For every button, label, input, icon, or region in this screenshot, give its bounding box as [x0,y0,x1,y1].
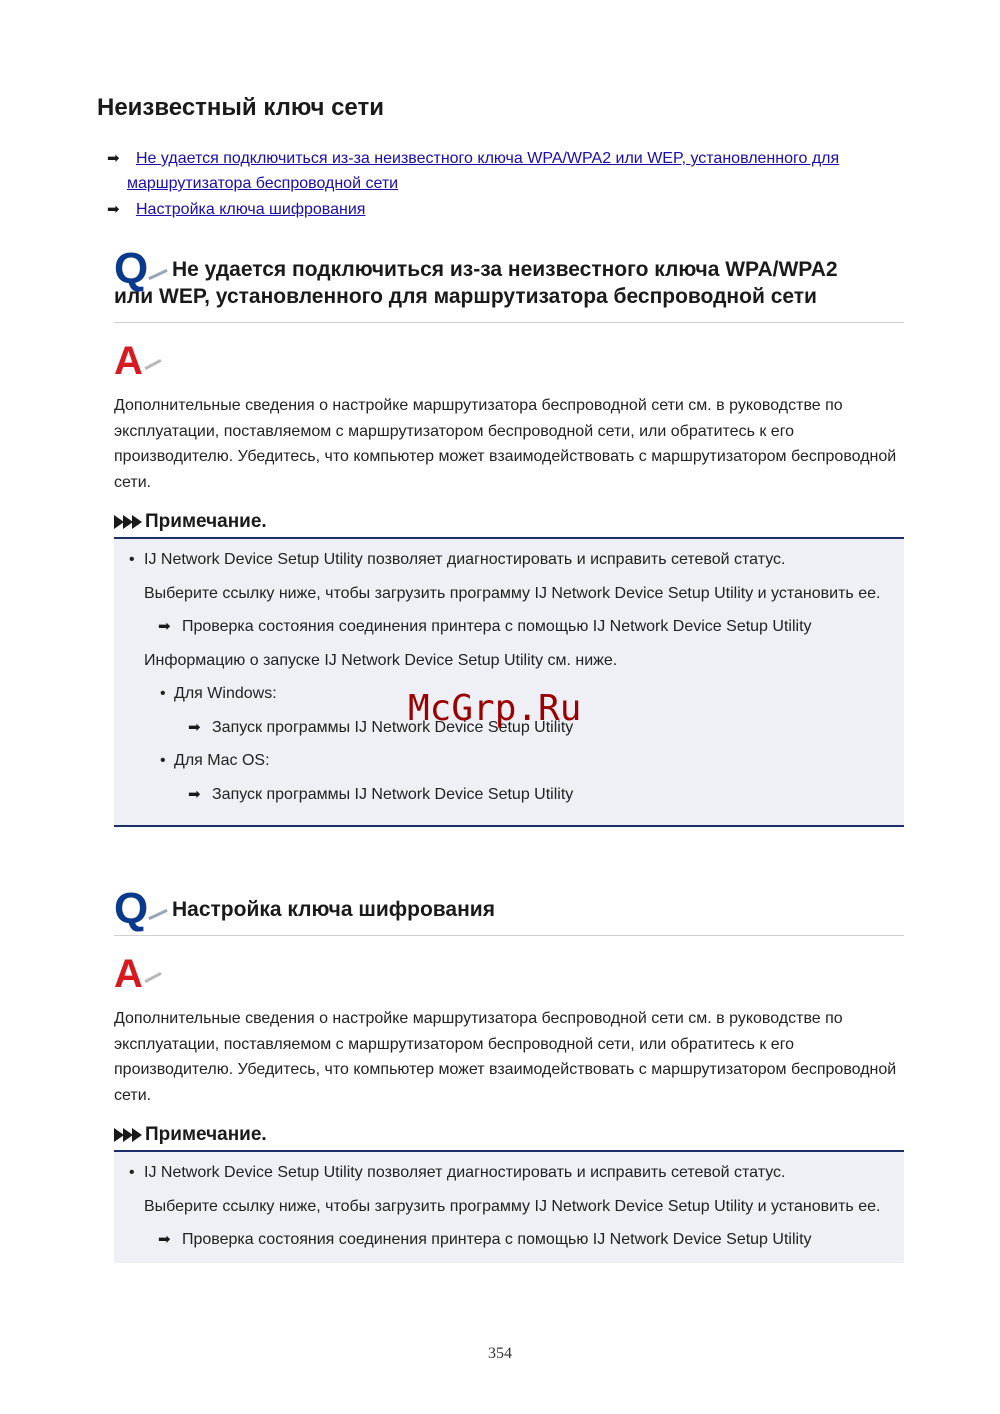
arrow-right-icon: ➡ [158,618,171,635]
check-connection-link[interactable] [114,614,904,640]
launch-info-text: Информацию о запуске IJ Network Device Setup Utility см. ниже. [144,651,618,669]
check-connection-link-text: Проверка состояния соединения принтера с помощью IJ Network Device Setup Utility [182,618,812,635]
arrow-right-icon: ➡ [188,718,201,736]
bullet: • [129,1164,135,1181]
windows-launch-link-text: Запуск программы IJ Network Device Setup Utility [212,718,574,736]
bullet: • [129,551,135,568]
question-icon: Q [114,244,149,293]
note-item [114,1160,904,1186]
mac-label: Для Mac OS: [174,752,270,769]
question-heading [114,244,904,310]
note-box [114,1150,904,1263]
note-box [114,537,904,827]
bullet: • [160,685,166,702]
watermark: McGrp.Ru [408,688,582,729]
qa-section-unknown-key [114,244,904,827]
download-text: Выберите ссылку ниже, чтобы загрузить программу IJ Network Device Setup Utility и установить ее. [144,1197,881,1215]
check-connection-link-text: Проверка состояния соединения принтера с помощью IJ Network Device Setup Utility [182,1231,812,1248]
question-line-1: Настройка ключа шифрования [172,898,495,921]
page-number: 354 [488,1345,512,1362]
mac-launch-link[interactable] [114,782,904,808]
toc-item-unknown-key [107,146,907,196]
table-of-contents [107,146,907,223]
question-line-1: Не удается подключиться из-за неизвестного ключа WPA/WPA2 [172,258,838,281]
question-line-2: или WEP, установленного для маршрутизатора беспроводной сети [114,285,817,308]
arrow-right-icon: ➡ [107,150,120,167]
toc-link-encryption-key[interactable]: Настройка ключа шифрования [136,201,366,218]
chevrons-icon [114,515,141,529]
toc-link-text-continued: маршрутизатора беспроводной сети [127,175,399,192]
arrow-right-icon: ➡ [158,1231,171,1248]
windows-label: Для Windows: [174,685,277,702]
mac-item [114,748,904,774]
toc-link-text: Не удается подключиться из-за неизвестного ключа WPA/WPA2 или WEP, установленного для [136,150,840,167]
question-icon: Q [114,884,149,933]
page-title: Неизвестный ключ сети [97,94,384,121]
note-heading-label: Примечание. [145,511,267,532]
answer-icon: A [114,954,174,994]
question-heading [114,884,904,933]
check-connection-link[interactable] [114,1227,904,1253]
toc-link-unknown-key[interactable] [127,150,840,192]
download-text: Выберите ссылку ниже, чтобы загрузить программу IJ Network Device Setup Utility и установить ее. [144,584,881,602]
note-heading [114,509,904,535]
answer-text: Дополнительные сведения о настройке маршрутизатора беспроводной сети см. в руководстве по эксплуатации, поставляемом с маршрутизатором беспроводной сети, или обратитесь к его производителю. Убедитесь, что компьютер может взаимодействовать с маршрутизатором беспроводной сети. [114,1010,897,1104]
arrow-right-icon: ➡ [107,201,120,218]
note-item [114,547,904,573]
note-item-text: IJ Network Device Setup Utility позволяет диагностировать и исправить сетевой статус. [144,551,786,568]
arrow-right-icon: ➡ [188,785,201,803]
answer-text: Дополнительные сведения о настройке маршрутизатора беспроводной сети см. в руководстве по эксплуатации, поставляемом с маршрутизатором беспроводной сети, или обратитесь к его производителю. Убедитесь, что компьютер может взаимодействовать с маршрутизатором беспроводной сети. [114,397,897,491]
note-heading-label: Примечание. [145,1124,267,1145]
mac-launch-link-text: Запуск программы IJ Network Device Setup Utility [212,785,574,803]
divider [114,322,904,323]
note-item-text: IJ Network Device Setup Utility позволяет диагностировать и исправить сетевой статус. [144,1164,786,1181]
qa-section-encryption-key [114,884,904,1263]
divider [114,935,904,936]
note-heading [114,1122,904,1148]
answer-icon: A [114,341,174,381]
bullet: • [160,752,166,769]
toc-item-encryption-key [107,197,907,222]
chevrons-icon [114,1128,141,1142]
